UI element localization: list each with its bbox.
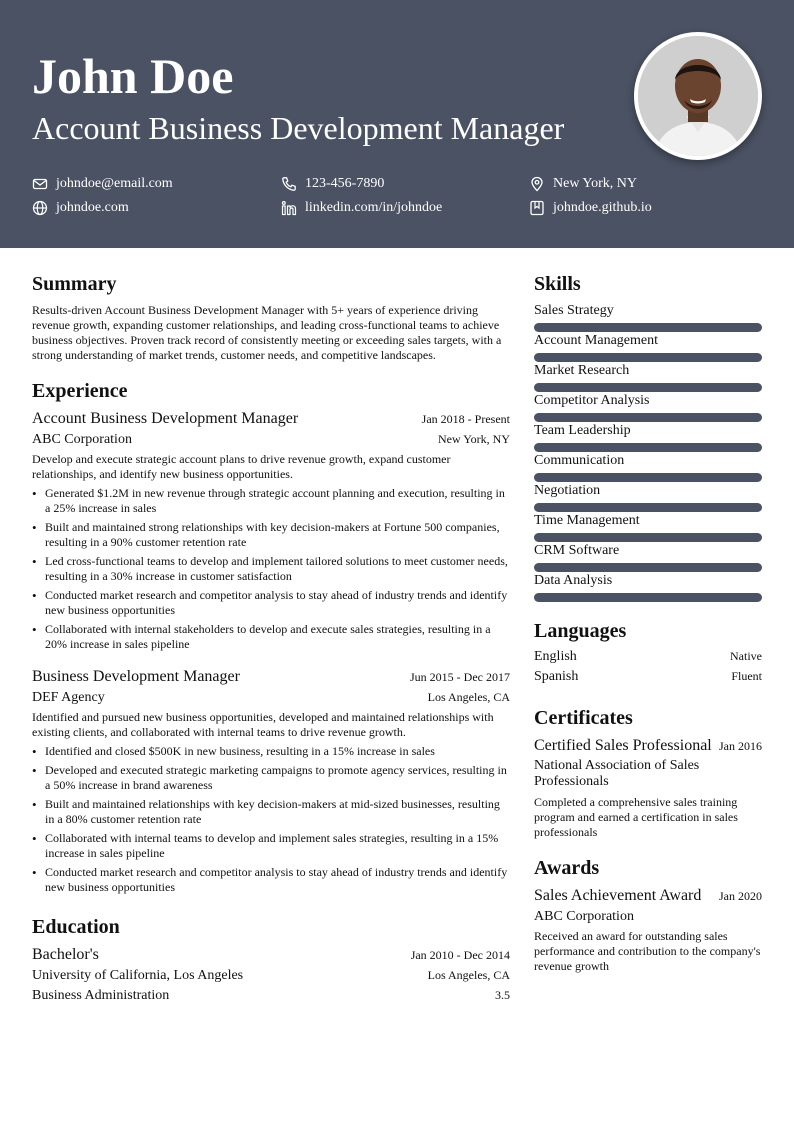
job-2-company: DEF Agency xyxy=(32,690,105,705)
skill-bar xyxy=(534,503,762,512)
skill-bar xyxy=(534,323,762,332)
job-1-bullet: • Collaborated with internal stakeholders to develop and execute sales strategies, resulting in a 20% increase in sales pipeline xyxy=(32,622,512,652)
skill-label: Account Management xyxy=(534,333,659,348)
summary-text: Results-driven Account Business Development Manager with 5+ years of experience driving revenue growth, expanding customer relationships, and leading cross-functional teams to achieve business objectives. Proven track record of consistently meeting or exceeding sales targets, with a strong understanding of market trends, customer needs, and competitive landscapes. xyxy=(32,303,502,362)
certificate-header xyxy=(534,736,762,756)
skill-bar xyxy=(534,593,762,602)
language-row xyxy=(534,669,762,685)
github-icon xyxy=(529,200,545,216)
job-1-location: New York, NY xyxy=(437,432,510,446)
language-level: Fluent xyxy=(731,669,762,683)
job-2-bullets xyxy=(32,744,512,899)
languages-heading: Languages xyxy=(534,620,627,642)
job-2-bullet: • Identified and closed $500K in new business, resulting in a 15% increase in sales xyxy=(32,744,512,759)
education-degree: Bachelor's xyxy=(32,946,99,963)
education-header xyxy=(32,945,510,965)
contact-email[interactable] xyxy=(32,176,173,192)
contact-linkedin[interactable] xyxy=(281,200,442,216)
language-level: Native xyxy=(730,649,762,663)
job-2-bullet: • Conducted market research and competitor analysis to stay ahead of industry trends and identify new business opportunities xyxy=(32,865,512,895)
skill-label: Communication xyxy=(534,453,625,468)
certificate-description: Completed a comprehensive sales training program and earned a certification in sales professionals xyxy=(534,795,738,839)
contact-website[interactable] xyxy=(32,200,129,216)
education-school-row xyxy=(32,967,510,985)
job-1-dates: Jan 2018 - Present xyxy=(421,412,510,426)
contact-phone[interactable] xyxy=(281,176,384,192)
job-1-description: Develop and execute strategic account plans to drive revenue growth, expand customer relationships, and identify new business opportunities. xyxy=(32,452,451,481)
job-2-bullet: • Developed and executed strategic marketing campaigns to promote agency services, resulting in a 50% increase in brand awareness xyxy=(32,763,512,793)
globe-icon xyxy=(32,200,48,216)
award-header xyxy=(534,886,762,906)
job-1-header xyxy=(32,409,510,429)
skills-heading: Skills xyxy=(534,273,581,295)
skill-label: Sales Strategy xyxy=(534,303,614,318)
language-name: Spanish xyxy=(534,669,579,684)
award-date: Jan 2020 xyxy=(719,889,762,903)
summary-heading: Summary xyxy=(32,273,117,295)
skill-label: Team Leadership xyxy=(534,423,631,438)
education-location: Los Angeles, CA xyxy=(427,968,510,982)
language-name: English xyxy=(534,649,577,664)
job-1-bullets xyxy=(32,486,512,656)
avatar-icon xyxy=(638,36,758,156)
job-2-location: Los Angeles, CA xyxy=(427,690,510,704)
job-1-company-row xyxy=(32,431,510,449)
mail-icon xyxy=(32,176,48,192)
linkedin-icon xyxy=(281,200,297,216)
contact-phone-text: 123-456-7890 xyxy=(305,176,385,191)
job-1-company: ABC Corporation xyxy=(32,432,132,447)
education-dates: Jan 2010 - Dec 2014 xyxy=(410,948,510,962)
job-2-bullet: • Collaborated with internal teams to develop and implement sales strategies, resulting in a 15% increase in sales pipeline xyxy=(32,831,512,861)
education-field-row xyxy=(32,987,510,1005)
award-name: Sales Achievement Award xyxy=(534,887,702,904)
job-1-bullet: • Conducted market research and competitor analysis to stay ahead of industry trends and identify new business opportunities xyxy=(32,588,512,618)
job-2-title: Business Development Manager xyxy=(32,668,240,685)
contact-linkedin-text: linkedin.com/in/johndoe xyxy=(305,200,443,215)
phone-icon xyxy=(281,176,297,192)
award-description: Received an award for outstanding sales performance and contribution to the company's revenue growth xyxy=(534,929,761,973)
skill-bar xyxy=(534,533,762,542)
job-2-bullet: • Built and maintained relationships with key decision-makers at mid-sized businesses, resulting in a 80% customer retention rate xyxy=(32,797,512,827)
skill-bar xyxy=(534,443,762,452)
skill-label: Market Research xyxy=(534,363,630,378)
skill-label: Negotiation xyxy=(534,483,601,498)
job-title: Account Business Development Manager xyxy=(32,110,565,146)
education-field: Business Administration xyxy=(32,988,170,1003)
contact-location xyxy=(529,176,637,192)
certificate-issuer: National Association of Sales Professionals xyxy=(534,758,700,789)
skill-label: Competitor Analysis xyxy=(534,393,650,408)
skill-label: Time Management xyxy=(534,513,640,528)
skill-label: Data Analysis xyxy=(534,573,613,588)
skill-bar xyxy=(534,473,762,482)
education-heading: Education xyxy=(32,916,120,938)
name: John Doe xyxy=(32,48,234,104)
profile-photo xyxy=(634,32,762,160)
contact-github[interactable] xyxy=(529,200,652,216)
job-2-description: Identified and pursued new business opportunities, developed and maintained relationships with existing clients, and collaborated with internal teams to drive revenue growth. xyxy=(32,710,494,739)
location-icon xyxy=(529,176,545,192)
job-2-header xyxy=(32,667,510,687)
contact-location-text: New York, NY xyxy=(553,176,638,191)
job-1-bullet: • Led cross-functional teams to develop and implement tailored solutions to meet customer needs, resulting in a 30% increase in customer satisfaction xyxy=(32,554,512,584)
skill-label: CRM Software xyxy=(534,543,620,558)
awards-heading: Awards xyxy=(534,857,600,879)
experience-heading: Experience xyxy=(32,380,128,402)
job-1-bullet: • Generated $1.2M in new revenue through strategic account planning and execution, resulting in a 25% increase in sales xyxy=(32,486,512,516)
award-issuer: ABC Corporation xyxy=(534,909,634,924)
certificates-heading: Certificates xyxy=(534,707,633,729)
header xyxy=(0,0,794,248)
contact-email-text: johndoe@email.com xyxy=(56,176,173,191)
job-2-dates: Jun 2015 - Dec 2017 xyxy=(410,670,510,684)
skill-bar xyxy=(534,353,762,362)
skill-bar xyxy=(534,413,762,422)
skill-bar xyxy=(534,383,762,392)
skill-bar xyxy=(534,563,762,572)
job-2-company-row xyxy=(32,689,510,707)
education-gpa: 3.5 xyxy=(495,988,510,1002)
education-school: University of California, Los Angeles xyxy=(32,968,244,983)
certificate-name: Certified Sales Professional xyxy=(534,737,712,754)
language-row xyxy=(534,649,762,665)
job-1-title: Account Business Development Manager xyxy=(32,410,299,427)
contact-github-text: johndoe.github.io xyxy=(553,200,652,215)
job-1-bullet: • Built and maintained strong relationships with key decision-makers at Fortune 500 companies, resulting in a 90% customer retention rate xyxy=(32,520,512,550)
contact-website-text: johndoe.com xyxy=(56,200,129,215)
certificate-date: Jan 2016 xyxy=(719,739,762,753)
